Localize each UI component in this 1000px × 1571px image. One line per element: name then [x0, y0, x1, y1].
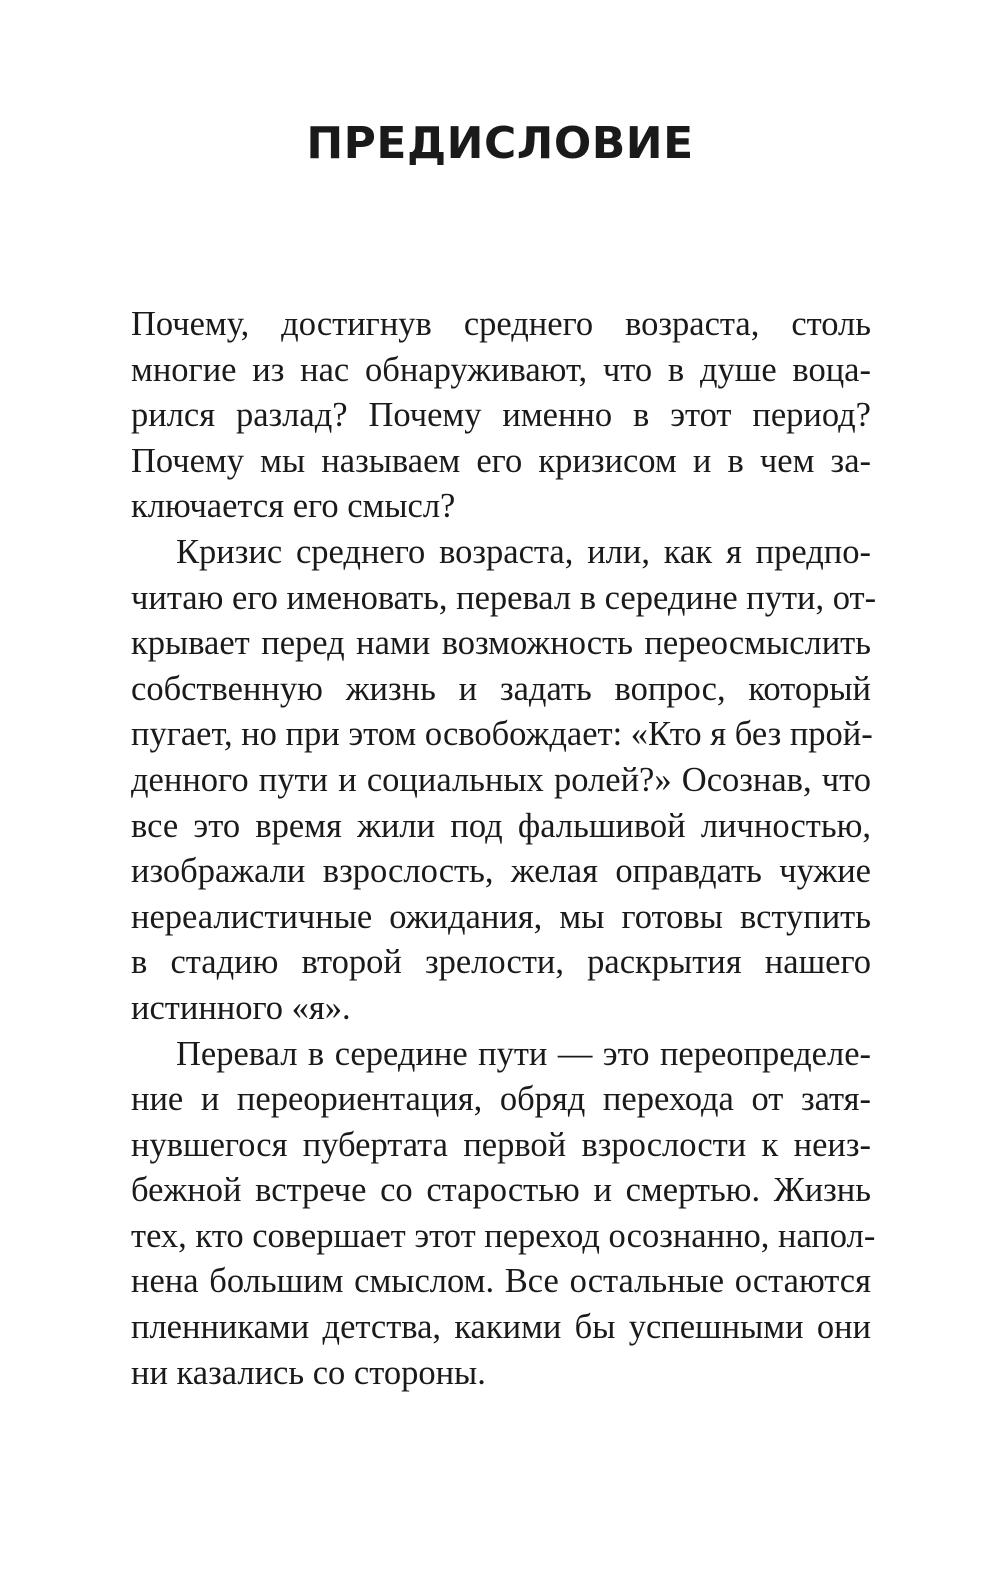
text-line: Кризис среднего возраста, или, как я предпо- — [176, 532, 871, 571]
text-line: рился разлад? Почему именно в этот период? — [131, 396, 871, 435]
text-line: Почему, достигнув среднего возраста, столь — [131, 305, 871, 343]
paragraph-2 — [131, 530, 877, 1032]
text-line: истинного «я». — [131, 988, 351, 1027]
text-line: тех, кто совершает этот переход осознанно, напол- — [131, 1216, 876, 1255]
text-line: Почему мы называем его кризисом и в чем за- — [131, 441, 871, 480]
text-line: ключается его смысл? — [131, 487, 456, 526]
text-line: Перевал в середине пути — это переопределе- — [176, 1034, 871, 1073]
text-line: пугает, но при этом освобождает: «Кто я без прой- — [131, 715, 873, 754]
text-line: нереалистичные ожидания, мы готовы вступить — [131, 897, 871, 936]
text-line: ни казались со стороны. — [131, 1353, 486, 1392]
text-line: читаю его именовать, перевал в середине пути, от- — [131, 578, 877, 617]
text-line: собственную жизнь и задать вопрос, который — [131, 669, 871, 708]
text-line: денного пути и социальных ролей?» Осознав, что — [131, 760, 871, 799]
chapter-title: ПРЕДИСЛОВИЕ — [306, 118, 694, 169]
paragraph-1 — [131, 302, 871, 530]
text-line: в стадию второй зрелости, раскрытия нашего — [131, 943, 871, 982]
paragraph-3 — [131, 1032, 876, 1397]
text-line: изображали взрослость, желая оправдать чужие — [131, 852, 871, 891]
text-line: все это время жили под фальшивой личностью, — [131, 806, 871, 845]
text-line: многие из нас обнаруживают, что в душе воца- — [131, 350, 871, 389]
text-line: бежной встрече со старостью и смертью. Жизнь — [131, 1171, 871, 1210]
chapter-body — [131, 302, 877, 1396]
text-line: ние и переориентация, обряд перехода от затя- — [131, 1080, 871, 1119]
text-line: крывает перед нами возможность переосмыслить — [131, 624, 871, 663]
text-line: нена большим смыслом. Все остальные остаются — [131, 1262, 871, 1301]
text-line: пленниками детства, какими бы успешными они — [131, 1308, 871, 1347]
text-line: нувшегося пубертата первой взрослости к неиз- — [131, 1125, 871, 1164]
